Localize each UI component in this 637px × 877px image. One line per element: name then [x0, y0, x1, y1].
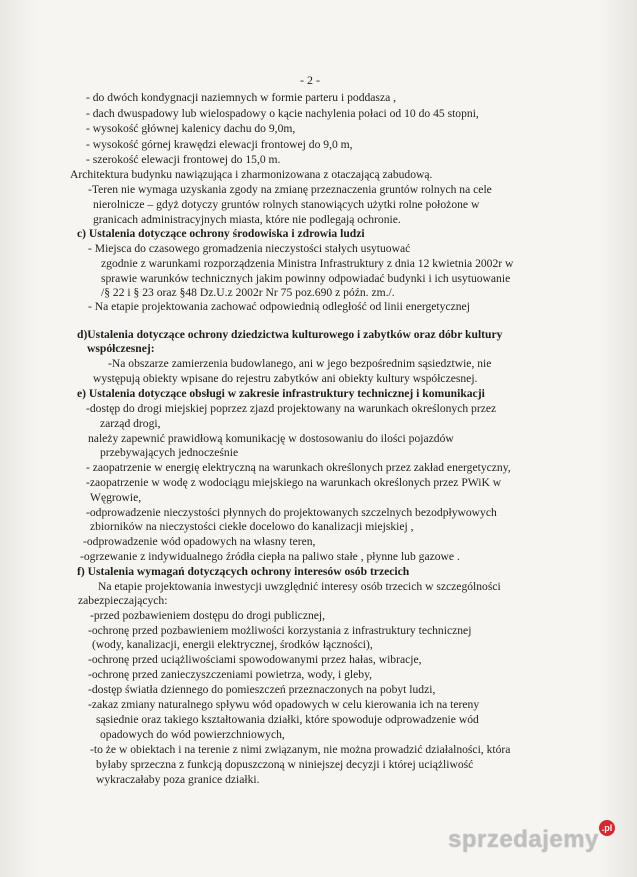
watermark-badge: .pl — [599, 820, 615, 836]
text-line: - zaopatrzenie w energię elektryczną na warunkach określonych przez zakład energetyczny, — [86, 461, 511, 474]
text-line: -dostęp światła dziennego do pomieszczeń przeznaczonych na pobyt ludzi, — [88, 683, 436, 696]
section-heading-d: d)Ustalenia dotyczące ochrony dziedzictwa kulturowego i zabytków oraz dóbr kultury — [77, 328, 503, 341]
page-number: - 2 - — [300, 73, 320, 87]
text-line: Węgrowie, — [90, 491, 142, 504]
section-heading-e: e) Ustalenia dotyczące obsługi w zakresie infrastruktury technicznej i komunikacji — [77, 387, 485, 400]
text-line: -odprowadzenie wód opadowych na własny teren, — [83, 535, 316, 548]
text-line: Na etapie projektowania inwestycji uwzględnić interesy osób trzecich w szczególności — [98, 580, 501, 593]
text-line: -zakaz zmiany naturalnego spływu wód opadowych w celu kierowania ich na tereny — [88, 698, 480, 711]
text-line: - do dwóch kondygnacji naziemnych w formie parteru i poddasza , — [86, 91, 397, 104]
text-line: Architektura budynku nawiązująca i zharmonizowana z otaczającą zabudową. — [70, 168, 433, 181]
text-line: -Na obszarze zamierzenia budowlanego, ani w jego bezpośrednim sąsiedztwie, nie — [108, 357, 492, 370]
section-heading-c: c) Ustalenia dotyczące ochrony środowiska i zdrowia ludzi — [77, 227, 365, 240]
text-line: -Teren nie wymaga uzyskania zgody na zmianę przeznaczenia gruntów rolnych na cele — [88, 183, 492, 196]
text-line: granicach administracyjnych miasta, które nie podlegają ochronie. — [93, 213, 401, 226]
text-line: - wysokość górnej krawędzi elewacji frontowej do 9,0 m, — [86, 138, 353, 151]
text-line: -ochronę przed pozbawieniem możliwości korzystania z infrastruktury technicznej — [88, 624, 472, 637]
text-line: przebywających jednocześnie — [100, 446, 239, 459]
text-line: nierolnicze – gdyż dotyczy gruntów rolnych stanowiących użytki rolne położone w — [93, 198, 480, 211]
text-line: (wody, kanalizacji, energii elektrycznej, środków łączności), — [92, 638, 373, 651]
text-line: -ogrzewanie z indywidualnego źródła ciepła na paliwo stałe , płynne lub gazowe . — [80, 550, 460, 563]
text-line: należy zapewnić prawidłową komunikację w dostosowaniu do ilości pojazdów — [88, 432, 454, 445]
watermark-logo: sprzedajemy — [448, 826, 599, 853]
text-line: - szerokość elewacji frontowej do 15,0 m. — [86, 153, 281, 166]
text-line: sprawie warunków technicznych jakim powinny odpowiadać budynki i ich usytuowanie — [101, 272, 511, 285]
text-line: opadowych do wód powierzchniowych, — [100, 728, 285, 741]
text-line: zbiorników na nieczystości ciekłe docelowo do kanalizacji miejskiej , — [90, 520, 414, 533]
text-line: -przed pozbawieniem dostępu do drogi publicznej, — [90, 609, 326, 622]
text-line: występują obiekty wpisane do rejestru zabytków ani obiekty kultury współczesnej. — [93, 372, 478, 385]
text-line: wykraczałaby poza granice działki. — [96, 773, 260, 786]
text-line: - wysokość głównej kalenicy dachu do 9,0m, — [86, 122, 296, 135]
text-line: -ochronę przed zanieczyszczeniami powietrza, wody, i gleby, — [88, 668, 373, 681]
text-line: /§ 22 i § 23 oraz §48 Dz.U.z 2002r Nr 75 poz.690 z późn. zm./. — [101, 286, 395, 299]
text-line: -to że w obiektach i na terenie z nimi związanym, nie można prowadzić działalności, która — [90, 743, 511, 756]
text-line: zabezpieczających: — [78, 594, 168, 607]
text-line: byłaby sprzeczna z funkcją dopuszczoną w niniejszej decyzji i której uciążliwość — [96, 758, 474, 771]
text-line: - Miejsca do czasowego gromadzenia nieczystości stałych usytuować — [88, 242, 411, 255]
text-line: - Na etapie projektowania zachować odpowiednią odległość od linii energetycznej — [88, 300, 470, 313]
text-line: zarząd drogi, — [100, 417, 161, 430]
text-line: zgodnie z warunkami rozporządzenia Ministra Infrastruktury z dnia 12 kwietnia 2002r w — [101, 257, 514, 270]
text-line: -ochronę przed uciążliwościami spowodowanymi przez hałas, wibracje, — [88, 653, 422, 666]
text-line: -dostęp do drogi miejskiej poprzez zjazd projektowany na warunkach określonych przez — [86, 402, 497, 415]
text-line: -zaopatrzenie w wodę z wodociągu miejskiego na warunkach określonych przez PWiK w — [86, 476, 502, 489]
text-line: -odprowadzenie nieczystości płynnych do projektowanych szczelnych bezodpływowych — [86, 506, 497, 519]
section-heading-d-cont: współczesnej: — [87, 342, 155, 355]
section-heading-f: f) Ustalenia wymagań dotyczących ochrony interesów osób trzecich — [77, 565, 410, 578]
text-line: sąsiednie oraz takiego kształtowania działki, które spowoduje odprowadzenie wód — [96, 713, 479, 726]
text-line: - dach dwuspadowy lub wielospadowy o kącie nachylenia połaci od 10 do 45 stopni, — [86, 107, 479, 120]
